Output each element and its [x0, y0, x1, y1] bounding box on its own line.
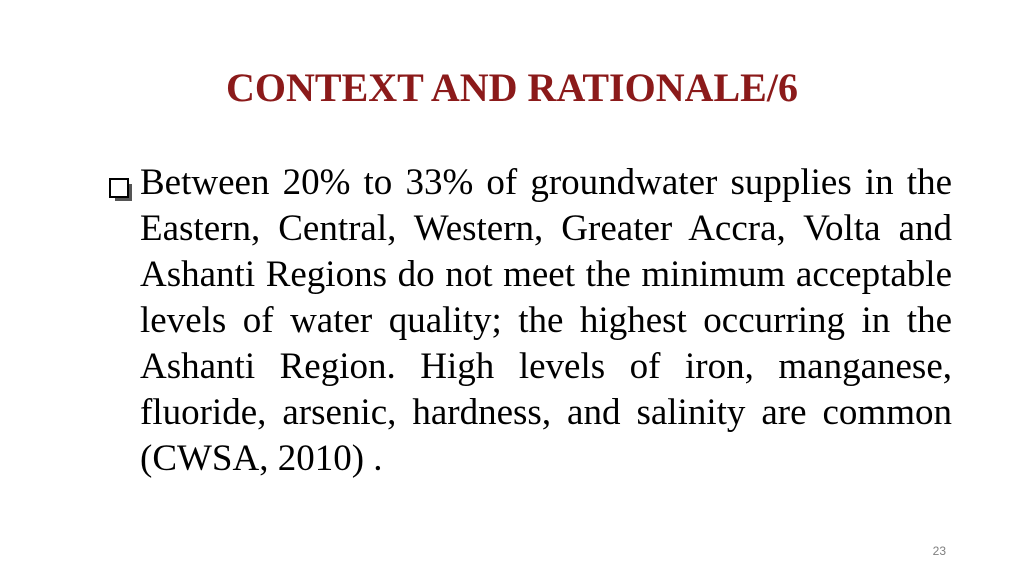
slide-body	[104, 160, 952, 482]
bullet-item	[104, 160, 952, 482]
slide-title: CONTEXT AND RATIONALE/6	[226, 65, 798, 110]
bullet-text: Between 20% to 33% of groundwater supplies in the Eastern, Central, Western, Greater Accra, Volta and Ashanti Regions do not meet the minimum acceptable levels of water quality; the highest occurring in the Ashanti Region. High levels of iron, manganese, fluoride, arsenic, hardness, and salinity are common (CWSA, 2010) .	[140, 162, 952, 479]
page-number: 23	[932, 544, 946, 558]
hollow-square-bullet-icon	[108, 177, 134, 203]
